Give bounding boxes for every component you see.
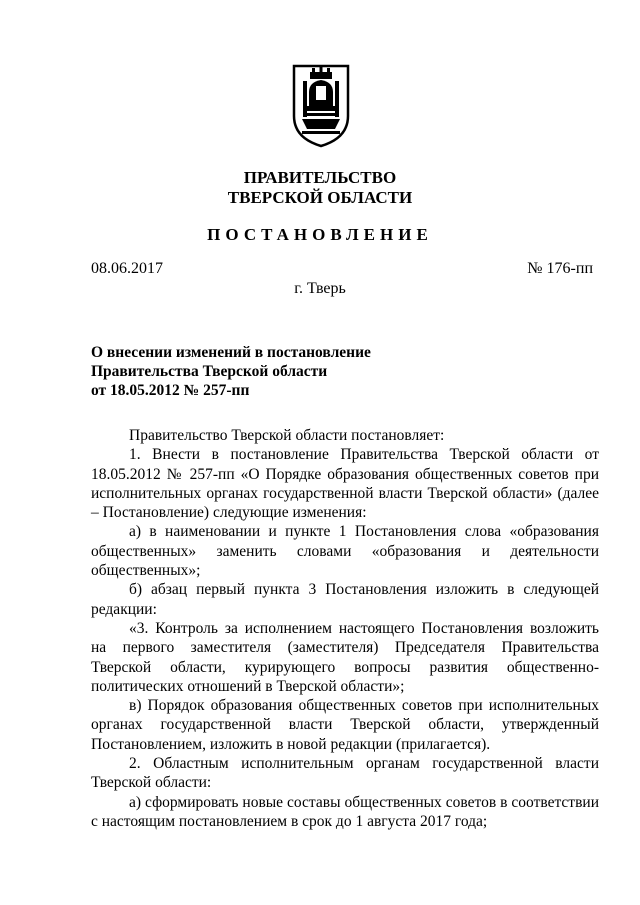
subject-line: от 18.05.2012 № 257-пп xyxy=(91,382,250,399)
body-paragraph: «3. Контроль за исполнением настоящего Постановления возложить на первого заместителя (заместителя) Председателя Правительства Тверской области, курирующего вопросы развития общественно-политических отношений в Тверской области»; xyxy=(91,619,599,695)
government-region: ТВЕРСКОЙ ОБЛАСТИ xyxy=(227,188,413,207)
body-paragraph: 2. Областным исполнительным органам государственной власти Тверской области: xyxy=(91,755,599,792)
coat-of-arms-emblem xyxy=(290,62,352,148)
document-date: 08.06.2017 xyxy=(91,260,163,277)
body-paragraph: 1. Внести в постановление Правительства Тверской области от 18.05.2012 № 257-пп «О Порядке образования общественных советов при исполнительных органах государственной власти Тверской области» (далее – Постановление) следующие изменения: xyxy=(91,446,599,522)
body-paragraph: а) сформировать новые составы общественных советов в соответствии с настоящим постановлением в срок до 1 августа 2017 года; xyxy=(91,793,599,830)
subject-line: О внесении изменений в постановление xyxy=(91,344,371,361)
document-number: № 176-пп xyxy=(527,260,593,277)
body-paragraph: б) абзац первый пункта 3 Постановления изложить в следующей редакции: xyxy=(91,581,599,618)
subject-line: Правительства Тверской области xyxy=(91,363,328,380)
body-paragraph: в) Порядок образования общественных советов при исполнительных органах государственной власти Тверской области, утвержденный Постановлением, изложить в новой редакции (прилагается). xyxy=(91,697,599,753)
document-city: г. Тверь xyxy=(294,280,346,297)
government-title: ПРАВИТЕЛЬСТВО xyxy=(243,168,397,187)
document-subject xyxy=(91,343,371,400)
body-paragraph: Правительство Тверской области постановляет: xyxy=(129,427,445,444)
document-type: ПОСТАНОВЛЕНИЕ xyxy=(207,225,433,244)
body-paragraph: а) в наименовании и пункте 1 Постановления слова «образования общественных» заменить словами «образования и деятельности общественных»; xyxy=(91,523,599,580)
document-body xyxy=(91,426,599,831)
